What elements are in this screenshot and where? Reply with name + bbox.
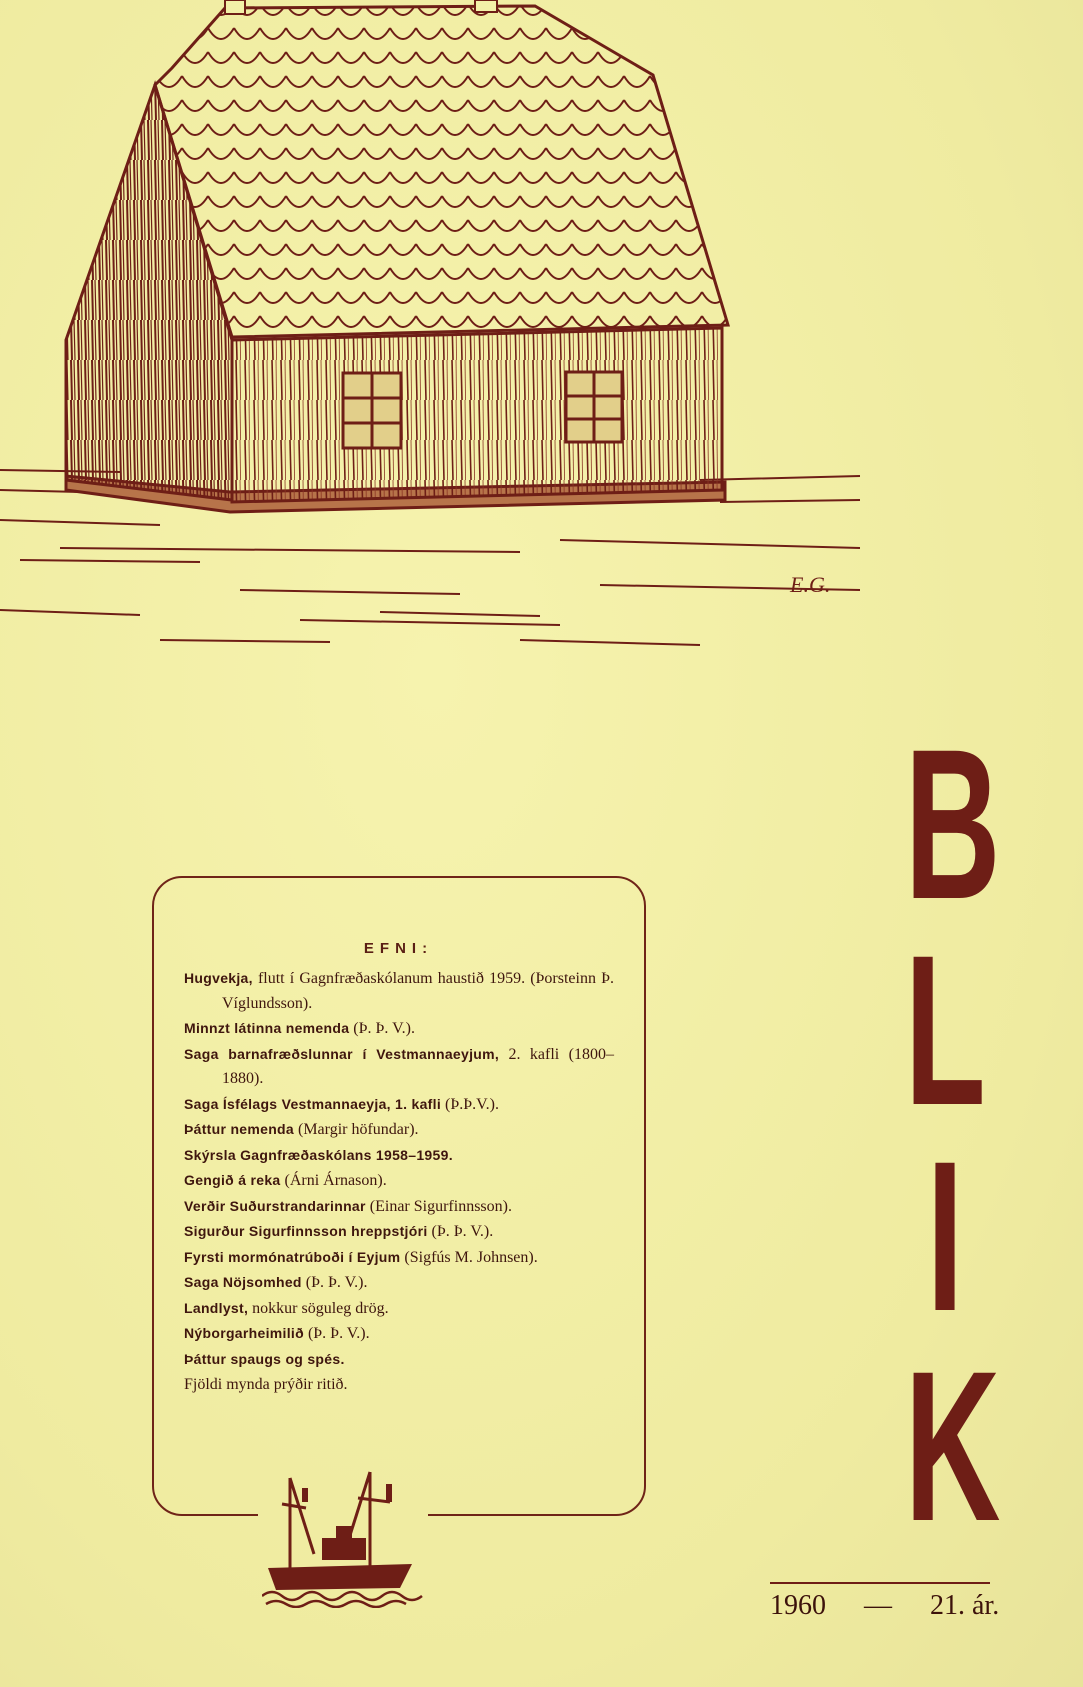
- title-letter-k: K: [904, 1327, 1001, 1566]
- issue-year: 1960: [770, 1590, 826, 1621]
- chimney-right: [475, 0, 497, 12]
- list-item: Fjöldi mynda prýðir ritið.: [184, 1376, 348, 1393]
- list-item: Verðir Suðurstrandarinnar (Einar Sigurfinnsson).: [184, 1197, 512, 1215]
- list-item: Minnzt látinna nemenda (Þ. Þ. V.).: [184, 1020, 415, 1037]
- list-item: Þáttur spaugs og spés.: [184, 1350, 345, 1367]
- house-illustration: [0, 0, 870, 660]
- title-letter-i: I: [926, 1117, 964, 1356]
- list-item: Saga Ísfélags Vestmannaeyja, 1. kafli (Þ.Þ.V.).: [184, 1095, 499, 1113]
- ship-emblem: [262, 1468, 432, 1608]
- issue-dash: —: [864, 1590, 892, 1621]
- list-item: Saga barnafræðslunnar í Vestmannaeyjum, 2. kafli (1800–1880).: [184, 1045, 615, 1087]
- contents-heading: EFNI:: [363, 940, 434, 957]
- chimney-left: [225, 0, 245, 14]
- list-item: Landlyst, nokkur söguleg drög.: [184, 1299, 389, 1317]
- list-item: Nýborgarheimilið (Þ. Þ. V.).: [184, 1325, 370, 1342]
- artist-signature: E.G.: [790, 572, 831, 597]
- footer-rule: [770, 1582, 990, 1584]
- window-right: [566, 372, 622, 442]
- list-item: Skýrsla Gagnfræðaskólans 1958–1959.: [184, 1146, 453, 1163]
- list-item: Gengið á reka (Árni Árnason).: [184, 1172, 387, 1189]
- list-item: Hugvekja, flutt í Gagnfræðaskólanum haustið 1959. (Þorsteinn Þ. Víglundsson).: [184, 970, 614, 1012]
- list-item: Sigurður Sigurfinnsson hreppstjóri (Þ. Þ. V.).: [184, 1223, 494, 1240]
- list-item: Saga Nöjsomhed (Þ. Þ. V.).: [184, 1274, 368, 1291]
- shingled-roof: [155, 6, 728, 337]
- list-item: Fyrsti mormónatrúboði í Eyjum (Sigfús M. Johnsen).: [184, 1248, 538, 1266]
- list-item: Þáttur nemenda (Margir höfundar).: [184, 1121, 419, 1138]
- side-wall: [232, 328, 722, 502]
- issue-number: 21. ár.: [930, 1590, 1000, 1621]
- contents-list: [184, 966, 614, 1398]
- title-letter-l: L: [904, 911, 986, 1150]
- title-letter-b: B: [904, 705, 1001, 944]
- window-left: [343, 373, 401, 448]
- issue-line: [770, 1590, 1000, 1622]
